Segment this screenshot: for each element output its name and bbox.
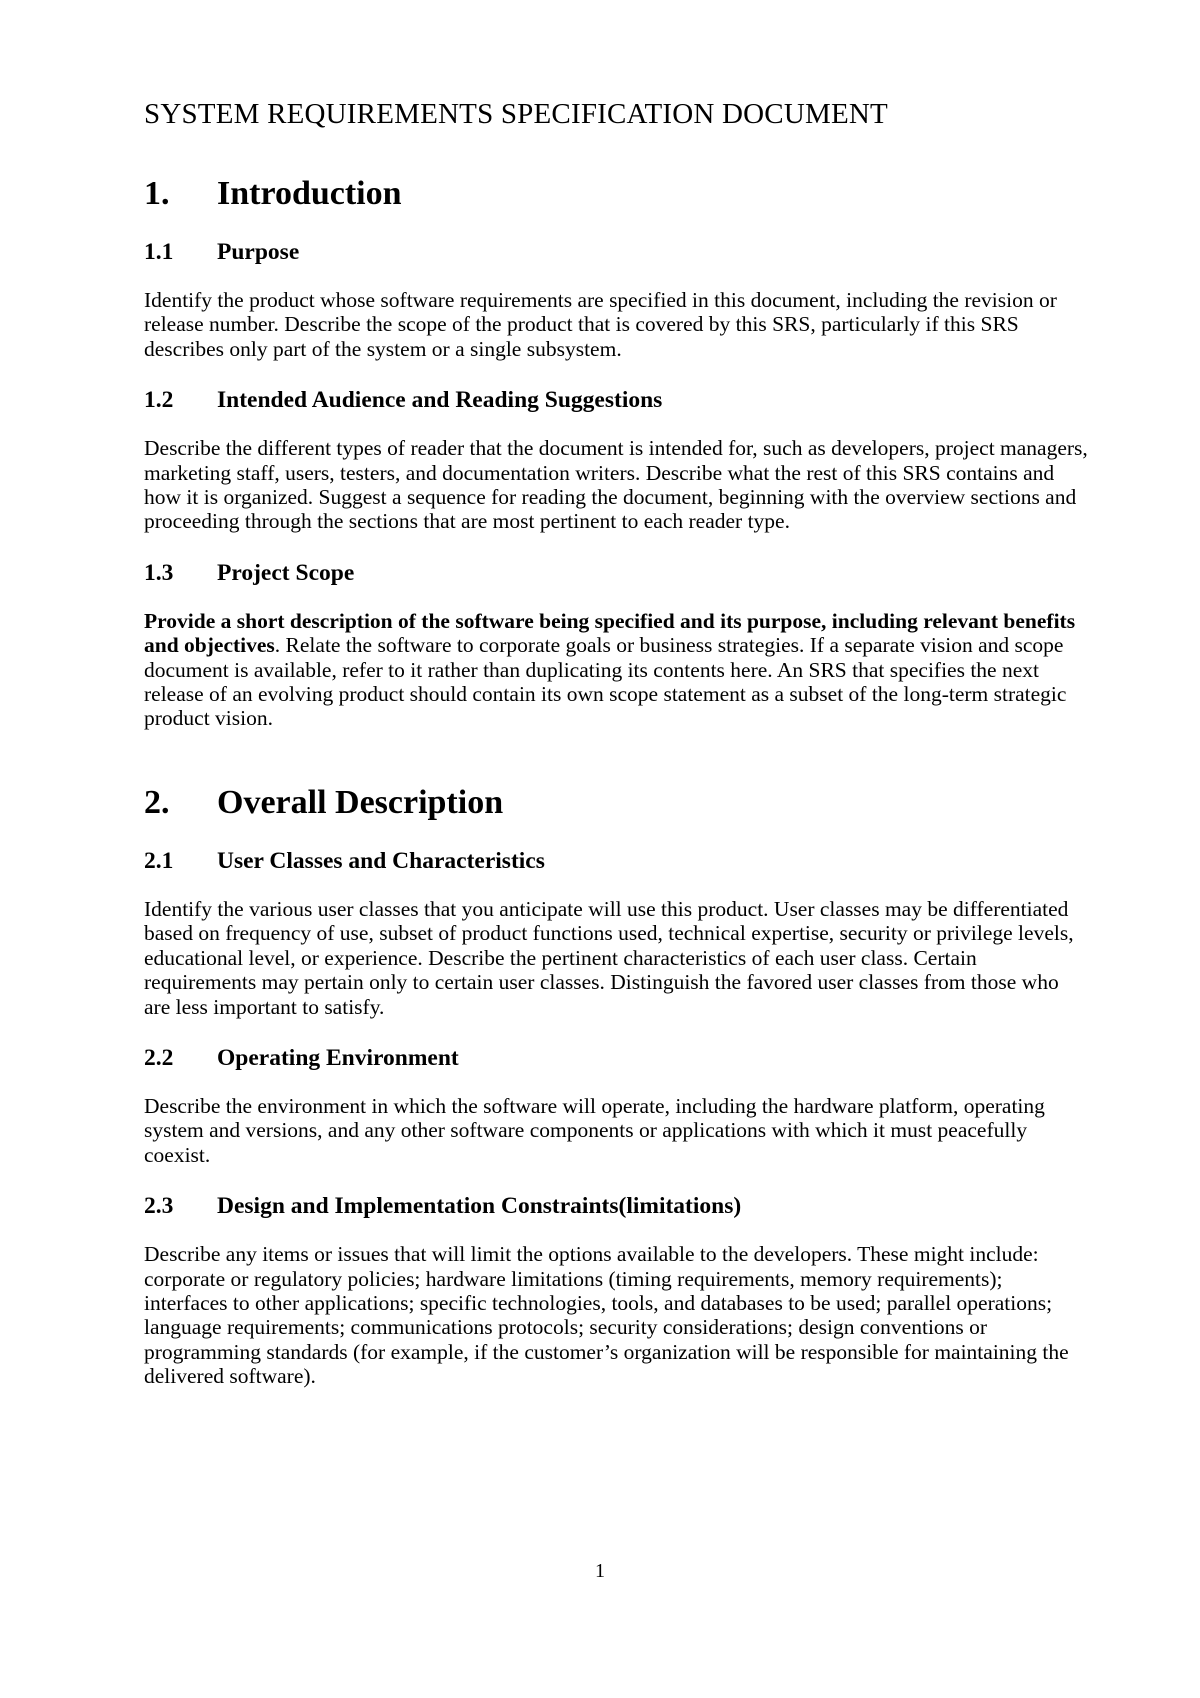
subsection-title: Project Scope <box>217 559 355 586</box>
page-number: 1 <box>595 1560 605 1582</box>
subsection-number: 2.1 <box>144 847 174 874</box>
subsection-title: Operating Environment <box>217 1044 459 1071</box>
subsection-heading-intended-audience <box>144 386 1090 414</box>
section-number: 2. <box>144 783 170 821</box>
project-scope-bold-text: Provide a short description of the software being specified and its purpose, including relevant benefits and objectives <box>144 608 1076 658</box>
section-number: 1. <box>144 175 170 212</box>
subsection-number: 1.2 <box>144 387 174 414</box>
subsection-number: 2.2 <box>144 1044 174 1071</box>
project-scope-text: . Relate the software to corporate goals or business strategies. If a separate vision and scope document is available, refer to it rather than duplicating its contents here. An SRS that specifies the next release of an evolving product should contain its own scope statement as a subset of the long-term strategic product vision. <box>144 633 1067 731</box>
subsection-title: Design and Implementation Constraints(limitations) <box>217 1193 742 1220</box>
subsection-heading-purpose <box>144 238 1090 266</box>
purpose-paragraph: Identify the product whose software requirements are specified in this document, including the revision or release number. Describe the scope of the product that is covered by this SRS, particularly if this SRS describes only part of the system or a single subsystem. <box>144 288 1057 361</box>
project-scope-paragraph <box>144 609 1090 731</box>
subsection-title: User Classes and Characteristics <box>217 847 545 874</box>
section-heading-introduction <box>144 174 1090 214</box>
intended-audience-paragraph: Describe the different types of reader that the document is intended for, such as developers, project managers, marketing staff, users, testers, and documentation writers. Describe what the rest of this SRS contains and how it is organized. Suggest a sequence for reading the document, beginning with the overview sections and proceeding through the sections that are most pertinent to each reader type. <box>144 436 1088 534</box>
subsection-heading-project-scope <box>144 559 1090 587</box>
subsection-heading-design-constraints <box>144 1192 1090 1220</box>
user-classes-paragraph: Identify the various user classes that you anticipate will use this product. User classes may be differentiated based on frequency of use, subset of product functions used, technical expertise, security or privilege levels, educational level, or experience. Describe the pertinent characteristics of each user class. Certain requirements may pertain only to certain user classes. Distinguish the favored user classes from those who are less important to satisfy. <box>144 896 1074 1019</box>
section-title: Introduction <box>217 175 402 212</box>
subsection-heading-operating-environment <box>144 1044 1090 1072</box>
subsection-title: Intended Audience and Reading Suggestions <box>217 387 663 414</box>
operating-environment-paragraph: Describe the environment in which the software will operate, including the hardware platform, operating system and versions, and any other software components or applications with which it must peacefully coexist. <box>144 1093 1045 1167</box>
subsection-number: 1.1 <box>144 239 174 265</box>
document-title: SYSTEM REQUIREMENTS SPECIFICATION DOCUMENT <box>144 98 888 130</box>
subsection-number: 1.3 <box>144 559 174 586</box>
section-heading-overall-description <box>144 783 1090 823</box>
subsection-heading-user-classes <box>144 847 1090 875</box>
subsection-number: 2.3 <box>144 1193 174 1220</box>
design-constraints-paragraph: Describe any items or issues that will limit the options available to the developers. These might include: corporate or regulatory policies; hardware limitations (timing requirements, memory requirements); interfaces to other applications; specific technologies, tools, and databases to be used; parallel operations; language requirements; communications protocols; security considerations; design conventions or programming standards (for example, if the customer’s organization will be responsible for maintaining the delivered software). <box>144 1242 1069 1389</box>
subsection-title: Purpose <box>217 239 300 265</box>
section-title: Overall Description <box>217 783 504 821</box>
